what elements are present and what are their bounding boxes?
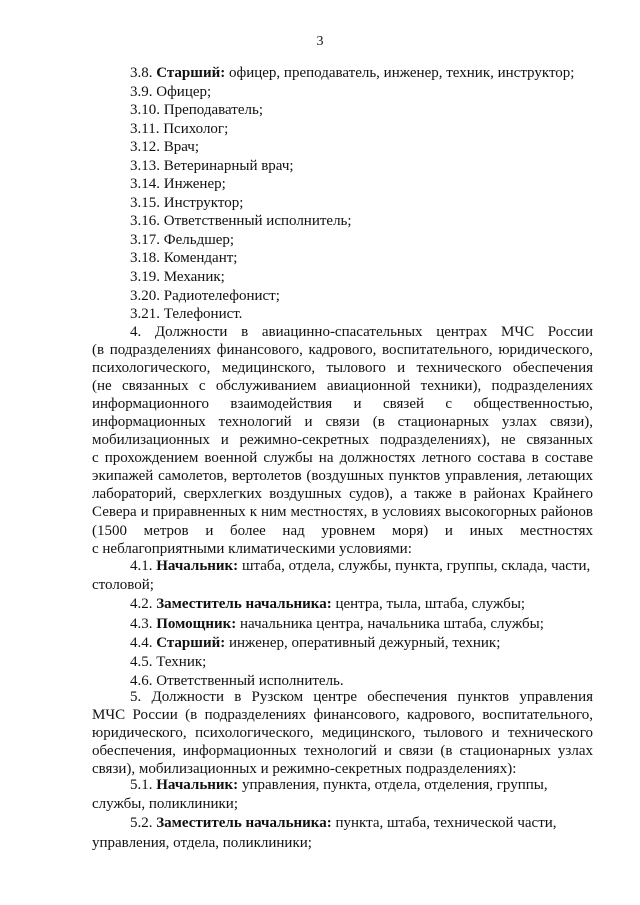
item-number: 3.16. xyxy=(130,213,160,230)
list-item-continuation: управления, отдела, поликлиники; xyxy=(92,834,312,851)
item-heading: Заместитель начальника: xyxy=(156,815,332,832)
list-item xyxy=(130,249,610,268)
item-text: Врач; xyxy=(160,139,200,156)
paragraph-line: психологического, медицинского, тылового и технического обеспечения xyxy=(92,360,593,377)
section-5-paragraph xyxy=(92,688,593,778)
list-item xyxy=(92,557,593,576)
list-item xyxy=(130,101,610,120)
list-item xyxy=(92,634,593,653)
list-item xyxy=(92,595,593,614)
paragraph-line: мобилизационных и режимно-секретных подразделениях), не связанных xyxy=(92,432,593,449)
list-item xyxy=(92,615,593,634)
list-item xyxy=(130,157,610,176)
item-number: 5.1. xyxy=(130,777,153,793)
item-number: 4.6. xyxy=(130,673,153,690)
paragraph-line: юридического, психологического, медицинского, тылового и технического xyxy=(92,725,593,742)
item-heading: Помощник: xyxy=(156,615,237,632)
item-text: Ответственный исполнитель; xyxy=(160,213,352,230)
item-text: управления, пункта, отдела, отделения, группы, xyxy=(238,777,548,793)
item-number: 3.11. xyxy=(130,120,160,137)
item-text: Телефонист. xyxy=(160,306,243,323)
item-number: 3.12. xyxy=(130,139,160,156)
list-item xyxy=(92,776,593,795)
list-item xyxy=(92,814,593,833)
list-item-continuation: столовой; xyxy=(92,577,154,594)
item-number: 3.20. xyxy=(130,287,160,304)
item-text: начальника центра, начальника штаба, службы; xyxy=(236,615,544,632)
item-number: 4.5. xyxy=(130,654,153,671)
list-item xyxy=(130,64,610,83)
item-number: 3.14. xyxy=(130,176,160,193)
item-number: 3.10. xyxy=(130,102,160,119)
item-number: 4.3. xyxy=(130,615,153,632)
paragraph-line: экипажей самолетов, вертолетов (воздушных пунктов управления, летающих xyxy=(92,468,593,485)
section-4-items xyxy=(92,557,593,691)
item-text: Инженер; xyxy=(160,176,226,193)
item-number: 3.15. xyxy=(130,194,160,211)
item-text: пункта, штаба, технической части, xyxy=(331,815,557,832)
list-item xyxy=(130,305,610,324)
item-text: штаба, отдела, службы, пункта, группы, склада, части, xyxy=(238,558,591,574)
item-text: Фельдшер; xyxy=(160,231,235,248)
item-number: 3.21. xyxy=(130,306,160,323)
item-heading: Заместитель начальника: xyxy=(156,596,332,613)
section-3-list xyxy=(130,64,610,324)
paragraph-line: (в подразделениях финансового, кадрового, воспитательного, юридического, xyxy=(92,342,593,359)
item-number: 3.17. xyxy=(130,231,160,248)
list-item xyxy=(92,653,593,672)
item-text: Инструктор; xyxy=(160,194,244,211)
list-item xyxy=(130,120,610,139)
item-heading: Начальник: xyxy=(156,558,239,574)
item-number: 3.8. xyxy=(130,65,153,81)
section-5-items xyxy=(92,776,593,853)
list-item xyxy=(130,175,610,194)
item-number: 3.9. xyxy=(130,83,153,100)
paragraph-line: с прохождением военной службы на должностях летного состава в составе xyxy=(92,450,593,467)
paragraph-line: информационного взаимодействия и связей с общественностью, xyxy=(92,396,593,413)
paragraph-line: лабораторий, сверхлегких воздушных судов), а также в районах Крайнего xyxy=(92,486,593,503)
item-heading: Старший: xyxy=(156,634,226,651)
item-heading: Начальник: xyxy=(156,777,239,793)
item-text: Ветеринарный врач; xyxy=(160,157,294,174)
list-item xyxy=(130,83,610,102)
item-number: 3.13. xyxy=(130,157,160,174)
item-text: Офицер; xyxy=(152,83,212,100)
list-item xyxy=(130,268,610,287)
paragraph-line: 4. Должности в авиацинно-спасательных центрах МЧС России xyxy=(130,324,593,340)
item-text: Психолог; xyxy=(159,120,229,137)
item-text: Ответственный исполнитель. xyxy=(152,673,344,690)
paragraph-line: связи), мобилизационных и режимно-секретных подразделениях): xyxy=(92,761,517,778)
item-text: Преподаватель; xyxy=(160,102,263,119)
paragraph-line: (не связанных с обслуживанием авиационной техники), подразделениях xyxy=(92,378,593,395)
paragraph-line: с неблагоприятными климатическими условиями: xyxy=(92,540,412,557)
item-heading: Старший: xyxy=(156,65,226,81)
item-number: 4.4. xyxy=(130,634,153,651)
page-number: 3 xyxy=(316,34,324,49)
paragraph-line: 5. Должности в Рузском центре обеспечения пунктов управления xyxy=(130,689,593,705)
item-text: Радиотелефонист; xyxy=(160,287,280,304)
item-text: Техник; xyxy=(152,654,207,671)
list-item xyxy=(130,212,610,231)
paragraph-line: обеспечения, информационных технологий и связи (в стационарных узлах xyxy=(92,743,593,760)
item-text: центра, тыла, штаба, службы; xyxy=(331,596,526,613)
list-item-continuation: службы, поликлиники; xyxy=(92,796,239,813)
item-number: 3.19. xyxy=(130,269,160,286)
item-number: 3.18. xyxy=(130,250,160,267)
paragraph-line: информационных технологий и связи (в стационарных узлах связи), xyxy=(92,414,593,431)
section-4-paragraph xyxy=(92,323,593,558)
item-text: Механик; xyxy=(160,269,225,286)
paragraph-line: (1500 метров и более над уровнем моря) и иных местностях xyxy=(92,522,593,539)
item-text: офицер, преподаватель, инженер, техник, инструктор; xyxy=(225,65,575,81)
paragraph-line: МЧС России (в подразделениях финансового, кадрового, воспитательного, xyxy=(92,707,593,724)
item-number: 4.1. xyxy=(130,558,153,574)
item-number: 5.2. xyxy=(130,815,153,832)
item-text: Комендант; xyxy=(160,250,238,267)
paragraph-line: Севера и приравненных к ним местностях, в условиях высокогорных районов xyxy=(92,504,593,521)
list-item xyxy=(130,194,610,213)
list-item xyxy=(130,287,610,306)
item-number: 4.2. xyxy=(130,596,153,613)
list-item xyxy=(130,231,610,250)
list-item xyxy=(130,138,610,157)
item-text: инженер, оперативный дежурный, техник; xyxy=(225,634,501,651)
